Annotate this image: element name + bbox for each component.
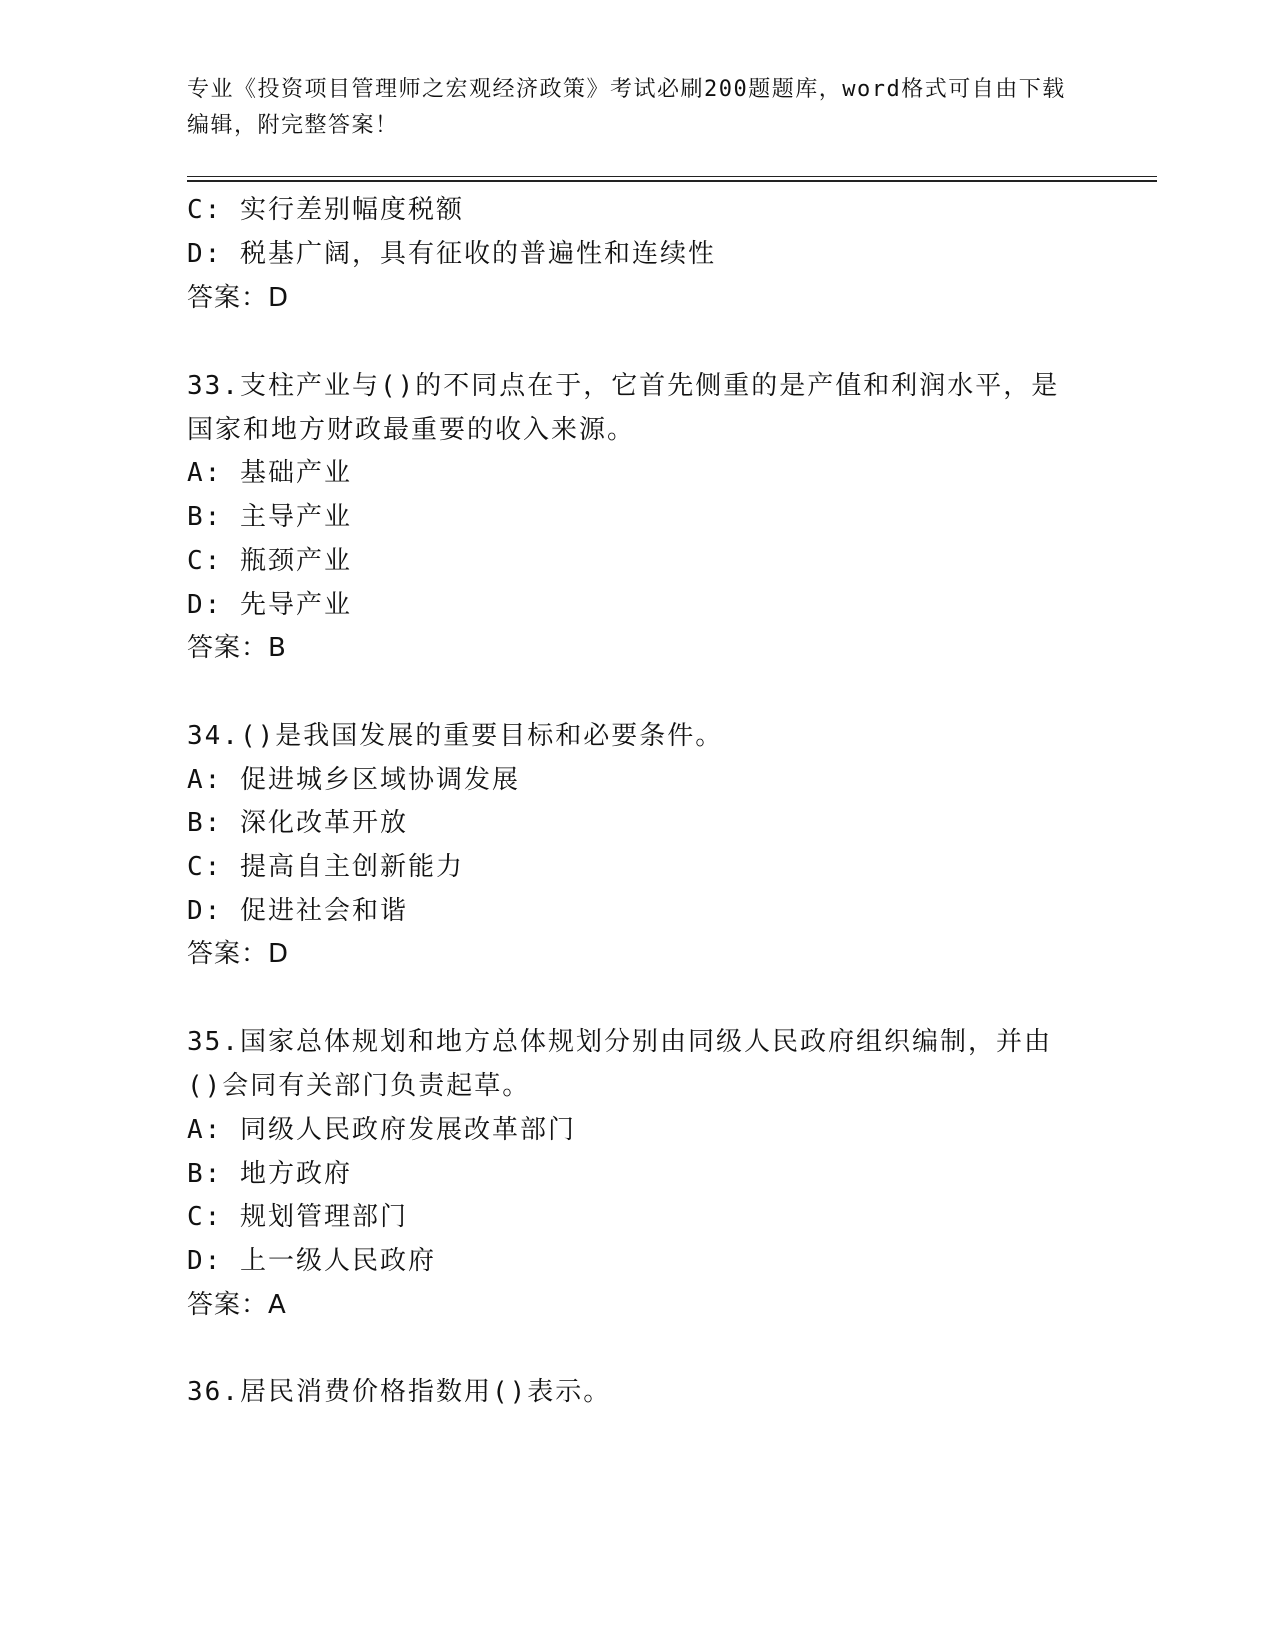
question-33-stem: 33.支柱产业与()的不同点在于，它首先侧重的是产值和利润水平，是 xyxy=(187,371,1060,401)
question-35-stem: 35.国家总体规划和地方总体规划分别由同级人民政府组织编制，并由 xyxy=(187,1027,1052,1057)
header-divider-thick xyxy=(187,180,1157,182)
q33-option-d: D: 先导产业 xyxy=(187,590,352,620)
q34-answer: 答案：D xyxy=(187,939,290,969)
question-34-stem: 34.()是我国发展的重要目标和必要条件。 xyxy=(187,721,724,751)
q34-option-a: A: 促进城乡区域协调发展 xyxy=(187,765,520,795)
header-divider-thin xyxy=(187,176,1157,177)
q33-option-c: C: 瓶颈产业 xyxy=(187,546,352,576)
q33-answer: 答案：B xyxy=(187,633,287,663)
q33-option-b: B: 主导产业 xyxy=(187,502,352,532)
q35-answer: 答案：A xyxy=(187,1290,287,1320)
q34-option-b: B: 深化改革开放 xyxy=(187,808,408,838)
option-d: D: 税基广阔，具有征收的普遍性和连续性 xyxy=(187,239,716,269)
q34-option-d: D: 促进社会和谐 xyxy=(187,896,408,926)
q35-option-c: C: 规划管理部门 xyxy=(187,1202,408,1232)
q35-option-a: A: 同级人民政府发展改革部门 xyxy=(187,1115,576,1145)
q35-option-b: B: 地方政府 xyxy=(187,1159,352,1189)
answer-label: 答案：D xyxy=(187,283,290,313)
option-c: C: 实行差别幅度税额 xyxy=(187,195,464,225)
question-36-stem: 36.居民消费价格指数用()表示。 xyxy=(187,1377,612,1407)
q34-option-c: C: 提高自主创新能力 xyxy=(187,852,464,882)
document-header: 专业《投资项目管理师之宏观经济政策》考试必刷200题题库，word格式可自由下载编辑，附完整答案！ xyxy=(187,77,1066,138)
question-33-stem-cont: 国家和地方财政最重要的收入来源。 xyxy=(187,415,636,445)
q35-option-d: D: 上一级人民政府 xyxy=(187,1246,436,1276)
question-35-stem-cont: ()会同有关部门负责起草。 xyxy=(187,1071,531,1101)
q33-option-a: A: 基础产业 xyxy=(187,458,352,488)
